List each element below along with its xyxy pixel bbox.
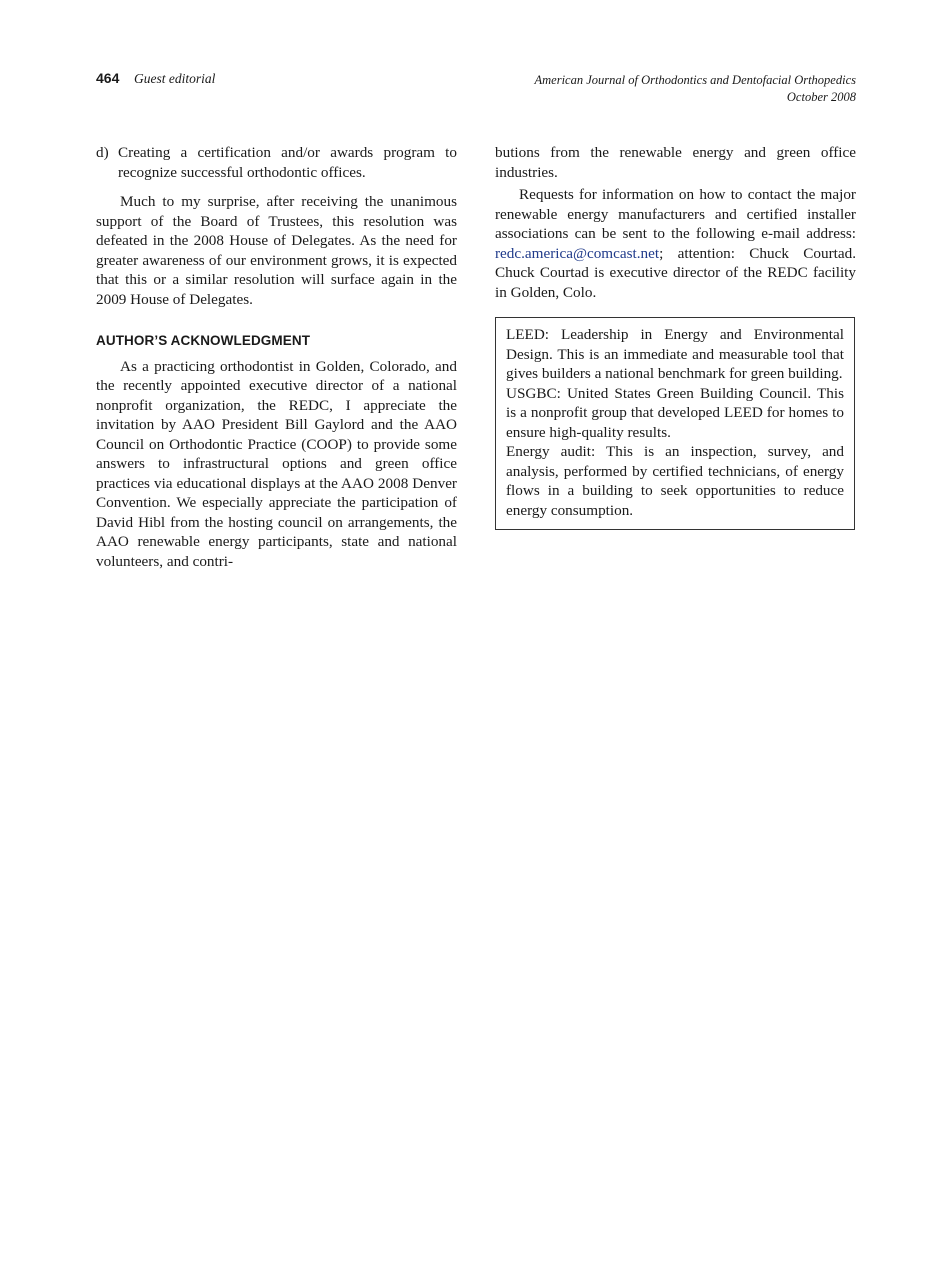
list-item-text: Creating a certification and/or awards program to recognize successful orthodontic offices. — [118, 144, 457, 181]
page-header — [96, 70, 856, 110]
right-column — [495, 143, 856, 302]
list-marker: d) — [96, 144, 109, 161]
paragraph-acknowledgment: As a practicing orthodontist in Golden, Colorado, and the recently appointed executive director of a national nonprofit organization, the REDC, I appreciate the invitation by AAO President Bill Gaylord and the AAO Council on Orthodontic Practice (COOP) to provide some answers to infrastructural options and green office practices via educational displays at the AAO 2008 Denver Convention. We especially appreciate the participation of David Hibl from the hosting council on arrangements, the AAO renewable energy participants, state and national volunteers, and contri- — [96, 357, 457, 570]
paragraph-resolution: Much to my surprise, after receiving the unanimous support of the Board of Trustees, this resolution was defeated in the 2008 House of Delegates. As the need for greater awareness of our environment grows, it is expected that this or a similar resolution will surface again in the 2009 House of Delegates. — [96, 193, 457, 308]
left-column — [96, 143, 457, 571]
contact-text-end: ; attention: Chuck Courtad. Chuck Courtad is executive director of the REDC facility in Golden, Colo. — [495, 244, 856, 301]
page-number: 464 — [96, 70, 120, 86]
paragraph-contact — [495, 185, 856, 302]
contact-text: Requests for information on how to contact the major renewable energy manufacturers and certified installer associations can be sent to the following e-mail address: — [495, 186, 856, 242]
issue-date: October 2008 — [786, 90, 856, 104]
glossary-entry-energy-audit: Energy audit: This is an inspection, survey, and analysis, performed by certified technicians, of energy flows in a building to seek opportunities to reduce energy consumption. — [506, 443, 844, 519]
journal-info — [535, 72, 857, 106]
paragraph-continuation: butions from the renewable energy and green office industries. — [495, 144, 856, 181]
section-heading: AUTHOR’S ACKNOWLEDGMENT — [96, 333, 311, 348]
section-name: Guest editorial — [134, 71, 216, 86]
glossary-box — [495, 317, 855, 530]
journal-title: American Journal of Orthodontics and Dentofacial Orthopedics — [534, 73, 856, 87]
list-item — [96, 143, 457, 182]
glossary-entry-leed: LEED: Leadership in Energy and Environmental Design. This is an immediate and measurable tool that gives builders a national benchmark for green building. — [506, 326, 844, 382]
glossary-entry-usgbc: USGBC: United States Green Building Council. This is a nonprofit group that developed LEED for homes to ensure high-quality results. — [506, 384, 844, 441]
email-link[interactable]: redc.america@comcast.net — [495, 244, 660, 262]
